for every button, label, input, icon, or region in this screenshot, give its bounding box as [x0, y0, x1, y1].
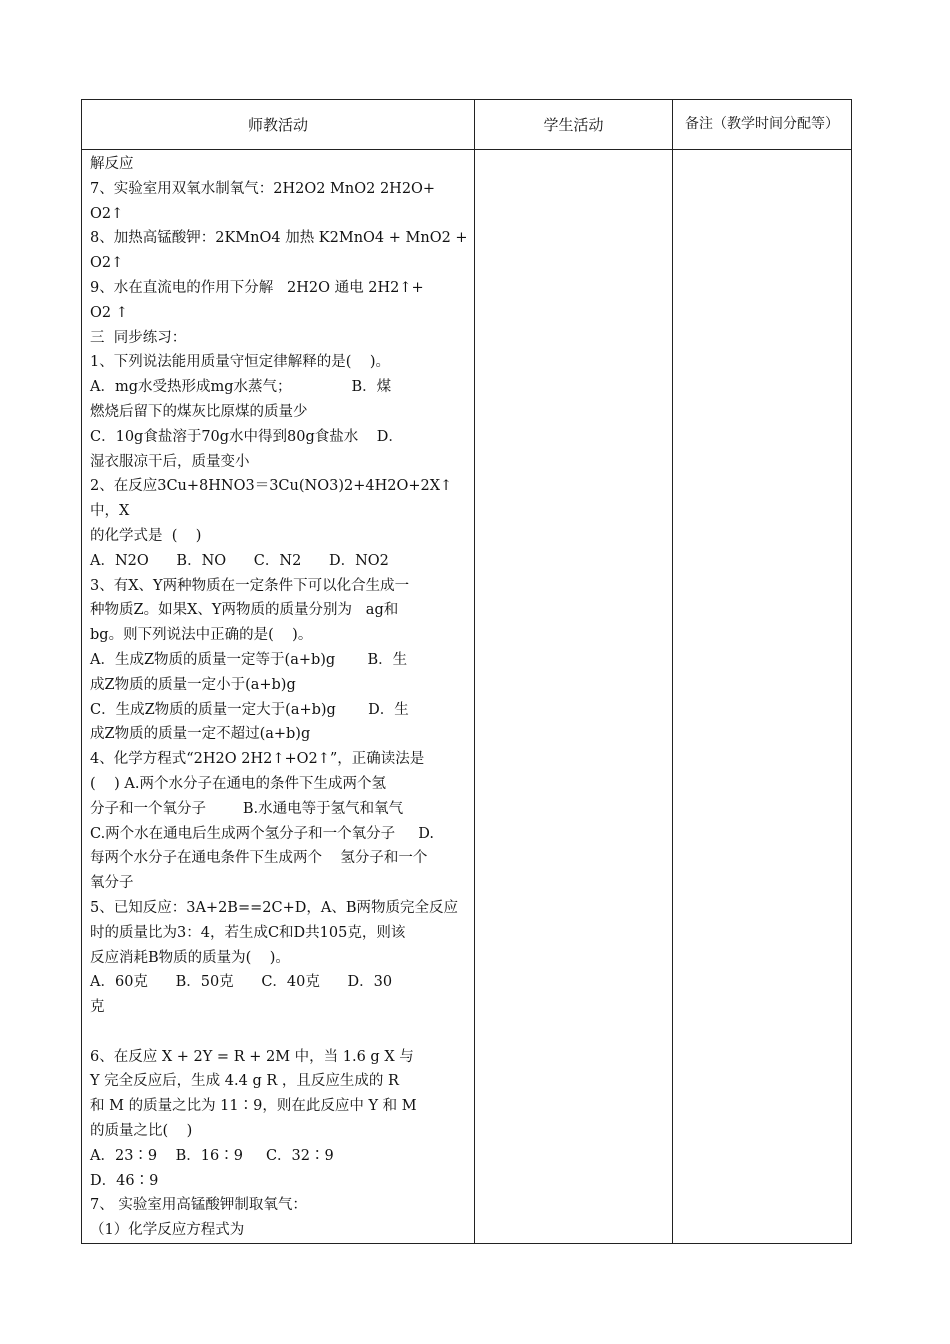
- text-line: 4、化学方程式“2H2O 2H2↑+O2↑”，正确读法是: [90, 751, 425, 768]
- text-line: 1、下列说法能用质量守恒定律解释的是( )。: [90, 354, 390, 371]
- text-line: [90, 1020, 468, 1045]
- text-line: 3、有X、Y两种物质在一定条件下可以化合生成一: [90, 577, 410, 594]
- text-line: （1）化学反应方程式为: [90, 1222, 245, 1239]
- text-line: 分子和一个氧分子 B.水通电等于氢气和氧气: [90, 800, 404, 817]
- text-line: 反应消耗B物质的质量为( )。: [90, 949, 290, 966]
- teacher-activity-cell: [82, 150, 475, 1244]
- text-line: 成Z物质的质量一定小于(a+b)g: [90, 676, 296, 693]
- table-body-row: [82, 150, 852, 1244]
- lesson-plan-table: [81, 99, 852, 1244]
- text-line: 7、实验室用双氧水制氧气：2H2O2 MnO2 2H2O+: [90, 180, 436, 197]
- text-line: 6、在反应 X + 2Y = R + 2M 中，当 1.6 g X 与: [90, 1048, 414, 1065]
- text-line: C．生成Z物质的质量一定大于(a+b)g D．生: [90, 701, 409, 718]
- student-activity-header: 学生活动: [475, 100, 673, 150]
- text-line: A．60克 B．50克 C．40克 D．30: [90, 974, 393, 991]
- text-line: 克: [90, 999, 105, 1016]
- text-line: 的化学式是 ( ): [90, 527, 202, 544]
- text-line: 5、已知反应：3A+2B==2C+D，A、B两物质完全反应: [90, 899, 458, 916]
- text-line: D．46∶9: [90, 1172, 159, 1189]
- text-line: 8、加热高锰酸钾：2KMnO4 加热 K2MnO4 + MnO2 +: [90, 230, 468, 247]
- text-line: 每两个水分子在通电条件下生成两个 氢分子和一个: [90, 850, 428, 867]
- text-line: A．N2O B．NO C．N2 D．NO2: [90, 552, 389, 569]
- text-line: A．mg水受热形成mg水蒸气； B．煤: [90, 379, 392, 396]
- text-line: O2↑: [90, 205, 124, 222]
- student-activity-cell: [475, 150, 673, 1244]
- notes-header: 备注（教学时间分配等）: [673, 100, 852, 150]
- text-line: 9、水在直流电的作用下分解 2H2O 通电 2H2↑+: [90, 279, 424, 296]
- text-line: 湿衣服凉干后，质量变小: [90, 453, 250, 470]
- text-line: O2↑: [90, 255, 124, 272]
- text-line: 时的质量比为3：4，若生成C和D共105克，则该: [90, 924, 406, 941]
- text-line: A．生成Z物质的质量一定等于(a+b)g B．生: [90, 651, 408, 668]
- text-line: 2、在反应3Cu+8HNO3＝3Cu(NO3)2+4H2O+2X↑中，X: [90, 478, 453, 520]
- text-line: 种物质Z。如果X、Y两物质的质量分别为 ag和: [90, 602, 399, 619]
- text-line: bg。则下列说法中正确的是( )。: [90, 627, 313, 644]
- text-line: 解反应: [90, 156, 134, 172]
- text-line: 和 M 的质量之比为 11∶9，则在此反应中 Y 和 M: [90, 1098, 417, 1115]
- text-line: 三 同步练习：: [90, 329, 187, 346]
- teacher-activity-content: [82, 150, 474, 1243]
- text-line: 的质量之比( ): [90, 1123, 193, 1140]
- text-line: Y 完全反应后，生成 4.4 g R ，且反应生成的 R: [90, 1073, 399, 1090]
- text-line: C.两个水在通电后生成两个氢分子和一个氧分子 D.: [90, 825, 434, 842]
- text-line: 7、 实验室用高锰酸钾制取氧气：: [90, 1197, 307, 1214]
- text-line: ( ) A.两个水分子在通电的条件下生成两个氢: [90, 775, 386, 792]
- text-line: C．10g食盐溶于70g水中得到80g食盐水 D．: [90, 428, 403, 445]
- table-header-row: [82, 100, 852, 150]
- text-line: O2 ↑: [90, 304, 128, 321]
- notes-cell: [673, 150, 852, 1244]
- text-line: A．23∶9 B．16∶9 C．32∶9: [90, 1147, 334, 1164]
- text-line: 成Z物质的质量一定不超过(a+b)g: [90, 726, 311, 743]
- teacher-activity-header: 师教活动: [82, 100, 475, 150]
- text-line: 氧分子: [90, 875, 134, 892]
- text-line: 燃烧后留下的煤灰比原煤的质量少: [90, 403, 308, 420]
